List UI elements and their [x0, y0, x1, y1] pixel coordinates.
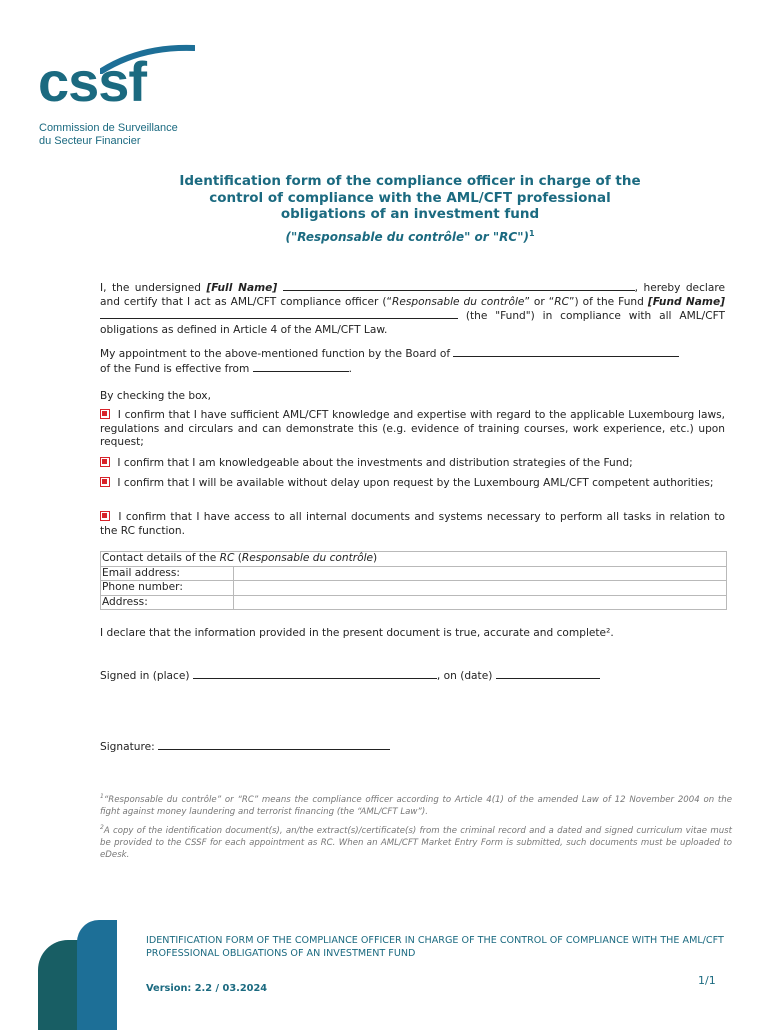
phone-label: Phone number:	[101, 581, 234, 596]
footnote-1: $^1$“Responsable du contrôle” or “RC” means the compliance officer according to Article 4(1) of the amended Law of 12 November 2004 on the fight against money laundering and terrorist financing (the “AML/CFT Law”).	[100, 793, 732, 817]
checkbox-investments[interactable]	[100, 457, 110, 467]
version-label: Version: 2.2 / 03.2024	[146, 983, 268, 994]
intro-paragraph: I, the undersigned [Full Name] , hereby declare and certify that I act as AML/CFT compliance officer (“Responsable du contrôle” or “RC”) of the Fund [Fund Name] (the "Fund") in compliance with all AML/CFT obligations as defined in Article 4 of the AML/CFT Law.	[100, 282, 725, 336]
board-field[interactable]	[453, 347, 679, 357]
place-field[interactable]	[193, 669, 437, 679]
phone-field[interactable]	[234, 581, 727, 596]
appointment-paragraph: My appointment to the above-mentioned function by the Board of of the Fund is effective from .	[100, 347, 725, 376]
signature-line: Signature:	[100, 740, 725, 755]
checkbox-knowledge[interactable]	[100, 409, 110, 419]
effective-date-field[interactable]	[253, 362, 349, 372]
checkbox-intro: By checking the box,	[100, 390, 211, 402]
check-item-access: I confirm that I have access to all internal documents and systems necessary to perform all tasks in relation to the RC function.	[100, 511, 725, 537]
contact-address-row	[101, 595, 727, 610]
contact-header-row	[101, 552, 727, 567]
address-field[interactable]	[234, 595, 727, 610]
check-item-investments: I confirm that I am knowledgeable about the investments and distribution strategies of the Fund;	[100, 457, 725, 471]
logo-wordmark: cssf	[38, 50, 147, 113]
contact-header: Contact details of the RC (Responsable du contrôle)	[101, 552, 727, 567]
form-subtitle: ("Responsable du contrôle" or "RC")$^1$	[285, 229, 535, 244]
signature-field[interactable]	[158, 740, 390, 750]
footer-decoration-blue	[77, 920, 117, 1030]
check-item-availability: I confirm that I will be available without delay upon request by the Luxembourg AML/CFT competent authorities;	[100, 477, 725, 491]
form-title: Identification form of the compliance officer in charge of the control of compliance with the AML/CFT professional obligations of an investment fund	[179, 173, 641, 222]
checkbox-availability[interactable]	[100, 477, 110, 487]
footer-title: IDENTIFICATION FORM OF THE COMPLIANCE OFFICER IN CHARGE OF THE CONTROL OF COMPLIANCE WITH THE AML/CFT PROFESSIONAL OBLIGATIONS OF AN INVESTMENT FUND	[146, 935, 724, 959]
fund-name-field[interactable]	[100, 309, 458, 319]
date-field[interactable]	[496, 669, 600, 679]
full-name-field[interactable]	[283, 281, 635, 291]
email-label: Email address:	[101, 566, 234, 581]
signed-line: Signed in (place) , on (date)	[100, 669, 725, 684]
declaration: I declare that the information provided in the present document is true, accurate and complete².	[100, 627, 614, 639]
full-name-placeholder: [Full Name]	[206, 282, 278, 294]
address-label: Address:	[101, 595, 234, 610]
check-item-knowledge: I confirm that I have sufficient AML/CFT knowledge and expertise with regard to the applicable Luxembourg laws, regulations and circulars and can demonstrate this (e.g. evidence of training courses, work experience, etc.) upon request;	[100, 409, 725, 449]
contact-details-table	[100, 551, 727, 610]
contact-phone-row	[101, 581, 727, 596]
page-number: 1/1	[698, 974, 716, 987]
contact-email-row	[101, 566, 727, 581]
checkbox-access[interactable]	[100, 511, 110, 521]
email-field[interactable]	[234, 566, 727, 581]
logo-subtitle: Commission de Surveillance du Secteur Financier	[39, 122, 178, 147]
fund-name-placeholder: [Fund Name]	[647, 295, 725, 308]
footnote-2: $^2$A copy of the identification document(s), an/the extract(s)/certificate(s) from the criminal record and a dated and signed curriculum vitae must be provided to the CSSF for each appointment as RC. When an AML/CFT Market Entry Form is submitted, such documents must be uploaded to eDesk.	[100, 824, 732, 860]
